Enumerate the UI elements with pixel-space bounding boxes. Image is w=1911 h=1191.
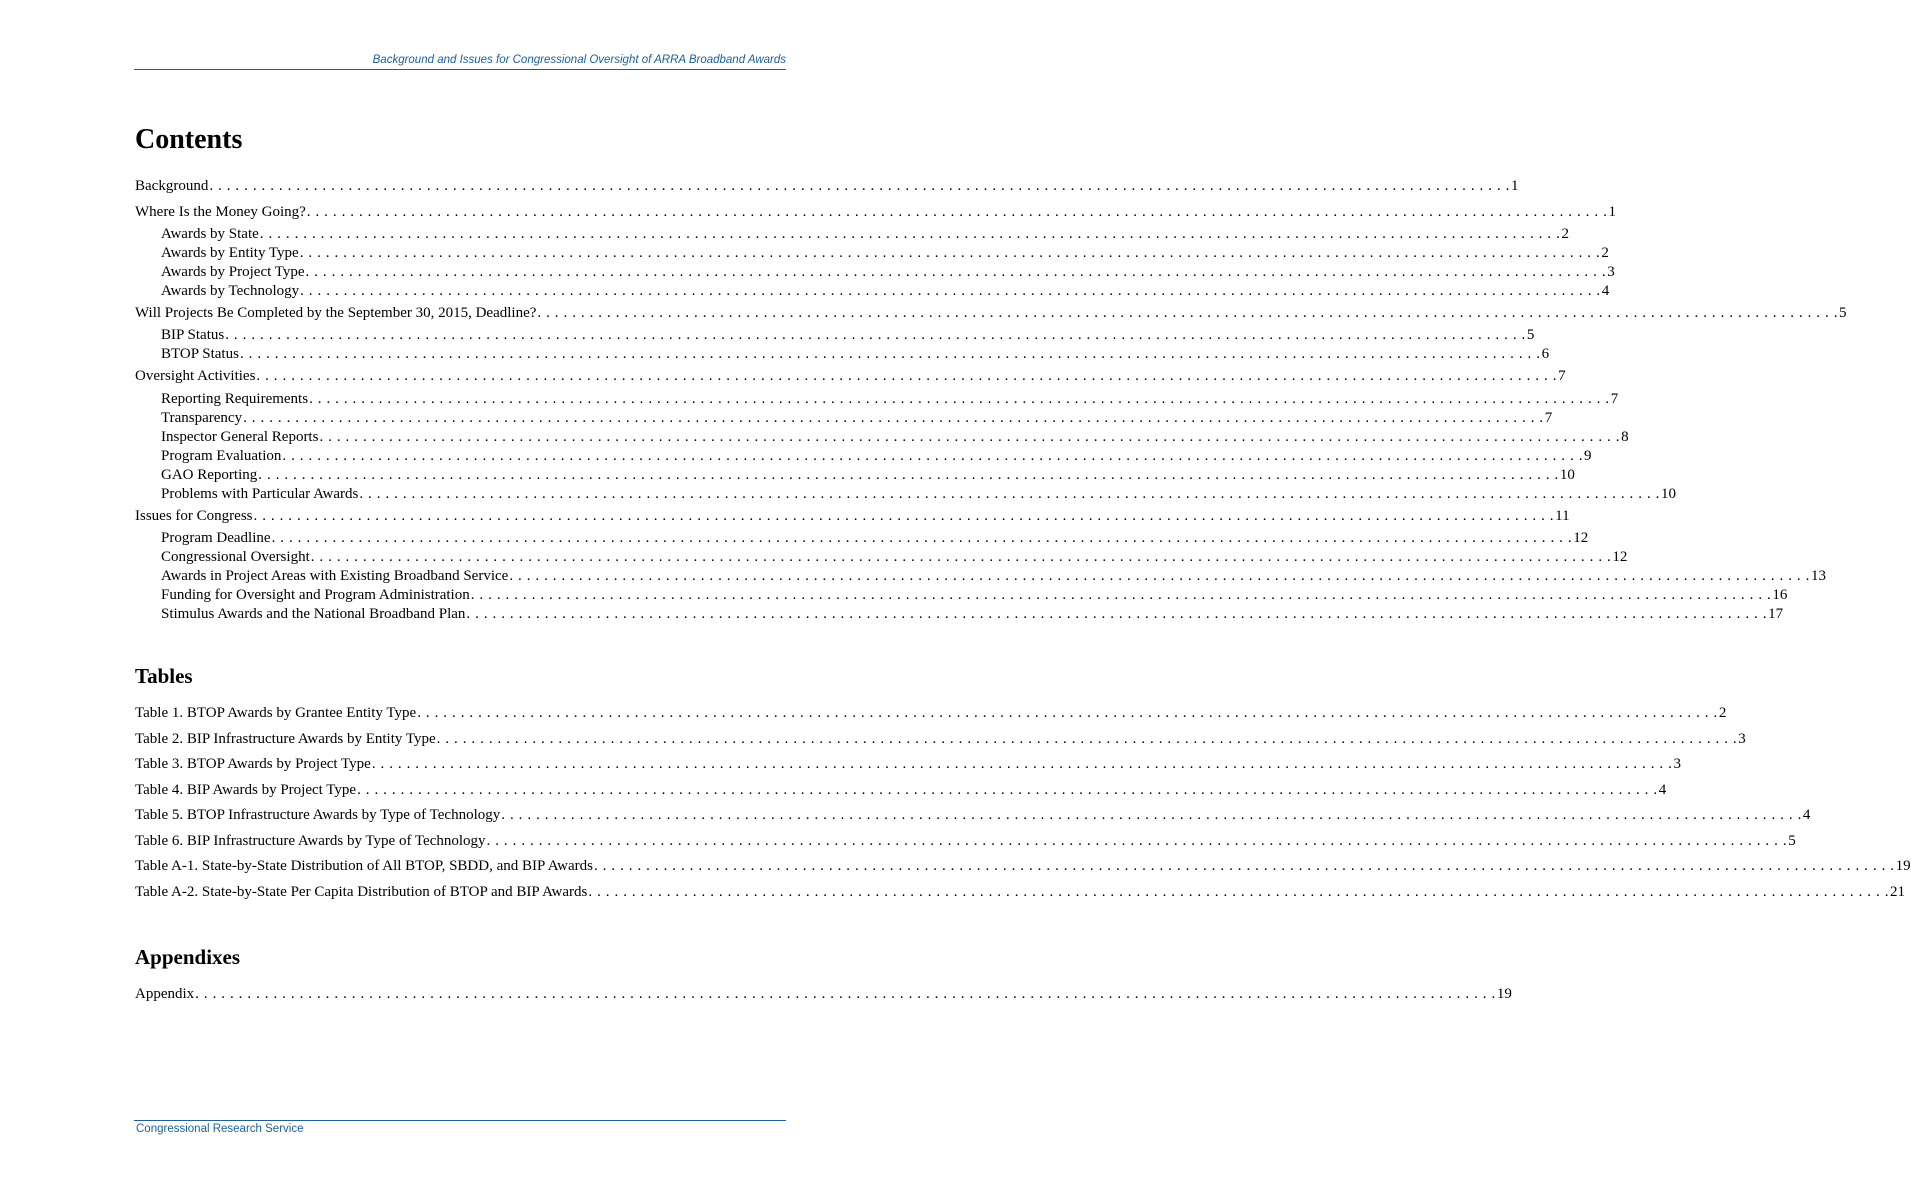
dot-leader: . . . . . . . . . . . . . . . . . . . . . . . . . . . . . . . . . . . . . . . . . . . . . . . . . . . . . . . . . . . . . . . . . . . . . . . . . . . . . . . . . . . . . . . . . . . . . . . . . . . . . . . . . . . . . . . . . . . . . . . . . . . . . . . . . . . . . . . . . . . . . . . . . . . . . .: [588, 883, 1890, 900]
toc-entry-title[interactable]: Awards in Project Areas with Existing Broadband Service: [161, 568, 509, 584]
dot-leader: . . . . . . . . . . . . . . . . . . . . . . . . . . . . . . . . . . . . . . . . . . . . . . . . . . . . . . . . . . . . . . . . . . . . . . . . . . . . . . . . . . . . . . . . . . . . . . . . . . . . . . . . . . . . . . . . . . . . . . . . . . . . . . . . . . . . . . . . . . . . . . . . . . . . . .: [195, 986, 1496, 1002]
toc-entry-title[interactable]: Issues for Congress: [135, 508, 253, 524]
toc-entry-title[interactable]: Table A-1. State-by-State Distribution of All BTOP, SBDD, and BIP Awards: [135, 858, 593, 874]
toc-entry-page-number[interactable]: 19: [1895, 858, 1911, 874]
toc-entry[interactable]: [135, 304, 1847, 322]
toc-entry[interactable]: [161, 485, 1676, 503]
toc-entry-title[interactable]: Awards by Project Type: [161, 264, 305, 280]
dot-leader: . . . . . . . . . . . . . . . . . . . . . . . . . . . . . . . . . . . . . . . . . . . . . . . . . . . . . . . . . . . . . . . . . . . . . . . . . . . . . . . . . . . . . . . . . . . . . . . . . . . . . . . . . . . . . . . . . . . . . . . . . . . . . . . . . . . . . . . . . . . . . . . . . . . . . .: [305, 264, 1607, 280]
toc-entry-page-number[interactable]: 3: [1673, 756, 1681, 772]
toc-entry-page-number[interactable]: 8: [1621, 429, 1629, 445]
toc-entry[interactable]: [161, 548, 1628, 566]
toc-entry-page-number[interactable]: 10: [1559, 467, 1575, 483]
toc-entry-title[interactable]: Inspector General Reports: [161, 429, 319, 445]
toc-entry-page-number[interactable]: 10: [1661, 486, 1676, 502]
toc-entry-page-number[interactable]: 7: [1610, 391, 1619, 407]
toc-entry[interactable]: [161, 447, 1592, 465]
toc-entry[interactable]: [161, 263, 1615, 281]
toc-entry[interactable]: [135, 177, 1519, 195]
toc-entry-title[interactable]: Funding for Oversight and Program Administration: [161, 587, 470, 603]
toc-entry-title[interactable]: Awards by Technology: [161, 283, 300, 299]
toc-entry[interactable]: [135, 755, 1681, 773]
toc-entry[interactable]: [161, 586, 1788, 604]
toc-entry-page-number[interactable]: 5: [1526, 327, 1535, 343]
toc-entry[interactable]: [161, 345, 1550, 363]
toc-entry[interactable]: [161, 244, 1609, 262]
toc-entry[interactable]: [161, 466, 1575, 484]
toc-entry-page-number[interactable]: 9: [1584, 448, 1592, 464]
toc-entry-title[interactable]: GAO Reporting: [161, 467, 258, 483]
toc-entry[interactable]: [135, 857, 1911, 875]
dot-leader: . . . . . . . . . . . . . . . . . . . . . . . . . . . . . . . . . . . . . . . . . . . . . . . . . . . . . . . . . . . . . . . . . . . . . . . . . . . . . . . . . . . . . . . . . . . . . . . . . . . . . . . . . . . . . . . . . . . . . . . . . . . . . . . . . . . . . . . . . . . . . . . . . . . . . .: [486, 832, 1788, 849]
toc-entry-page-number[interactable]: 4: [1802, 807, 1811, 823]
toc-entry-title[interactable]: BIP Status: [161, 327, 225, 343]
toc-entry-title[interactable]: Congressional Oversight: [161, 549, 310, 565]
toc-entry-page-number[interactable]: 4: [1601, 283, 1610, 299]
toc-entry[interactable]: [135, 883, 1906, 901]
dot-leader: . . . . . . . . . . . . . . . . . . . . . . . . . . . . . . . . . . . . . . . . . . . . . . . . . . . . . . . . . . . . . . . . . . . . . . . . . . . . . . . . . . . . . . . . . . . . . . . . . . . . . . . . . . . . . . . . . . . . . . . . . . . . . . . . . . . . . . . . . . . . . . . . . . . . . .: [509, 568, 1810, 584]
toc-entry[interactable]: [161, 282, 1610, 300]
toc-entry-page-number[interactable]: 3: [1738, 730, 1746, 747]
toc-entry-page-number[interactable]: 5: [1839, 305, 1847, 321]
toc-entry[interactable]: [135, 832, 1796, 850]
toc-entry-page-number[interactable]: 1: [1510, 178, 1519, 194]
footer-rule: [134, 1120, 786, 1121]
toc-entry-title[interactable]: Program Evaluation: [161, 448, 282, 464]
header-rule: [134, 69, 786, 70]
toc-entry[interactable]: [135, 985, 1512, 1003]
toc-entry-title[interactable]: Where Is the Money Going?: [135, 204, 306, 220]
dot-leader: . . . . . . . . . . . . . . . . . . . . . . . . . . . . . . . . . . . . . . . . . . . . . . . . . . . . . . . . . . . . . . . . . . . . . . . . . . . . . . . . . . . . . . . . . . . . . . . . . . . . . . . . . . . . . . . . . . . . . . . . . . . . . . . . . . . . . . . . . . . . . . . . . . . . . .: [310, 549, 1612, 565]
toc-entry-title[interactable]: Oversight Activities: [135, 368, 256, 384]
toc-entry-title[interactable]: Table 3. BTOP Awards by Project Type: [135, 756, 371, 772]
dot-leader: . . . . . . . . . . . . . . . . . . . . . . . . . . . . . . . . . . . . . . . . . . . . . . . . . . . . . . . . . . . . . . . . . . . . . . . . . . . . . . . . . . . . . . . . . . . . . . . . . . . . . . . . . . . . . . . . . . . . . . . . . . . . . . . . . . . . . . . . . . . . . . . . . . . . . .: [359, 486, 1660, 502]
toc-entry-title[interactable]: Table 2. BIP Infrastructure Awards by Entity Type: [135, 730, 436, 747]
toc-entry-page-number[interactable]: 3: [1607, 264, 1615, 280]
toc-entry-title[interactable]: Table A-2. State-by-State Per Capita Distribution of BTOP and BIP Awards: [135, 883, 588, 900]
toc-entry-page-number[interactable]: 2: [1601, 245, 1609, 261]
contents-heading: Contents: [135, 124, 243, 155]
dot-leader: . . . . . . . . . . . . . . . . . . . . . . . . . . . . . . . . . . . . . . . . . . . . . . . . . . . . . . . . . . . . . . . . . . . . . . . . . . . . . . . . . . . . . . . . . . . . . . . . . . . . . . . . . . . . . . . . . . . . . . . . . . . . . . . . . . . . . . . . . . . . . . . . . . . . . .: [593, 858, 1895, 874]
dot-leader: . . . . . . . . . . . . . . . . . . . . . . . . . . . . . . . . . . . . . . . . . . . . . . . . . . . . . . . . . . . . . . . . . . . . . . . . . . . . . . . . . . . . . . . . . . . . . . . . . . . . . . . . . . . . . . . . . . . . . . . . . . . . . . . . . . . . . . . . . . . . . . . . . . . . . .: [259, 226, 1561, 242]
footer-text: Congressional Research Service: [136, 1123, 304, 1135]
dot-leader: . . . . . . . . . . . . . . . . . . . . . . . . . . . . . . . . . . . . . . . . . . . . . . . . . . . . . . . . . . . . . . . . . . . . . . . . . . . . . . . . . . . . . . . . . . . . . . . . . . . . . . . . . . . . . . . . . . . . . . . . . . . . . . . . . . . . . . . . . . . . . . . . . . . . . .: [417, 705, 1718, 721]
toc-entry[interactable]: [161, 428, 1629, 446]
toc-entry-page-number[interactable]: 5: [1788, 832, 1796, 849]
toc-entry-title[interactable]: Transparency: [161, 410, 243, 426]
toc-entry[interactable]: [161, 225, 1569, 243]
toc-entry-title[interactable]: Table 4. BIP Awards by Project Type: [135, 781, 357, 798]
toc-entry-page-number[interactable]: 2: [1561, 226, 1569, 242]
toc-entry-page-number[interactable]: 12: [1573, 530, 1589, 546]
running-header: Background and Issues for Congressional Oversight of ARRA Broadband Awards: [372, 54, 786, 66]
toc-entry-title[interactable]: Stimulus Awards and the National Broadband Plan: [161, 606, 466, 622]
toc-entry-page-number[interactable]: 12: [1612, 549, 1628, 565]
dot-leader: . . . . . . . . . . . . . . . . . . . . . . . . . . . . . . . . . . . . . . . . . . . . . . . . . . . . . . . . . . . . . . . . . . . . . . . . . . . . . . . . . . . . . . . . . . . . . . . . . . . . . . . . . . . . . . . . . . . . . . . . . . . . . . . . . . . . . . . . . . . . . . . . . . . . . .: [225, 327, 1526, 343]
toc-entry-title[interactable]: Program Deadline: [161, 530, 271, 546]
appendixes-heading: Appendixes: [135, 945, 241, 969]
toc-entry-page-number[interactable]: 13: [1810, 568, 1826, 584]
dot-leader: . . . . . . . . . . . . . . . . . . . . . . . . . . . . . . . . . . . . . . . . . . . . . . . . . . . . . . . . . . . . . . . . . . . . . . . . . . . . . . . . . . . . . . . . . . . . . . . . . . . . . . . . . . . . . . . . . . . . . . . . . . . . . . . . . . . . . . . . . . . . . . . . . . . . . .: [243, 410, 1544, 426]
dot-leader: . . . . . . . . . . . . . . . . . . . . . . . . . . . . . . . . . . . . . . . . . . . . . . . . . . . . . . . . . . . . . . . . . . . . . . . . . . . . . . . . . . . . . . . . . . . . . . . . . . . . . . . . . . . . . . . . . . . . . . . . . . . . . . . . . . . . . . . . . . . . . . . . . . . . . .: [537, 305, 1839, 321]
dot-leader: . . . . . . . . . . . . . . . . . . . . . . . . . . . . . . . . . . . . . . . . . . . . . . . . . . . . . . . . . . . . . . . . . . . . . . . . . . . . . . . . . . . . . . . . . . . . . . . . . . . . . . . . . . . . . . . . . . . . . . . . . . . . . . . . . . . . . . . . . . . . . . . . . . . . . .: [466, 606, 1768, 622]
dot-leader: . . . . . . . . . . . . . . . . . . . . . . . . . . . . . . . . . . . . . . . . . . . . . . . . . . . . . . . . . . . . . . . . . . . . . . . . . . . . . . . . . . . . . . . . . . . . . . . . . . . . . . . . . . . . . . . . . . . . . . . . . . . . . . . . . . . . . . . . . . . . . . . . . . . . . .: [306, 204, 1608, 220]
toc-entry[interactable]: [135, 704, 1727, 722]
tables-heading: Tables: [135, 664, 193, 688]
toc-entry-page-number[interactable]: 1: [1608, 204, 1616, 220]
dot-leader: . . . . . . . . . . . . . . . . . . . . . . . . . . . . . . . . . . . . . . . . . . . . . . . . . . . . . . . . . . . . . . . . . . . . . . . . . . . . . . . . . . . . . . . . . . . . . . . . . . . . . . . . . . . . . . . . . . . . . . . . . . . . . . . . . . . . . . . . . . . . . . . . . . . . . .: [282, 448, 1584, 464]
toc-entry[interactable]: [135, 806, 1811, 824]
dot-leader: . . . . . . . . . . . . . . . . . . . . . . . . . . . . . . . . . . . . . . . . . . . . . . . . . . . . . . . . . . . . . . . . . . . . . . . . . . . . . . . . . . . . . . . . . . . . . . . . . . . . . . . . . . . . . . . . . . . . . . . . . . . . . . . . . . . . . . . . . . . . . . . . . . . . . .: [256, 368, 1558, 384]
dot-leader: . . . . . . . . . . . . . . . . . . . . . . . . . . . . . . . . . . . . . . . . . . . . . . . . . . . . . . . . . . . . . . . . . . . . . . . . . . . . . . . . . . . . . . . . . . . . . . . . . . . . . . . . . . . . . . . . . . . . . . . . . . . . . . . . . . . . . . . . . . . . . . . . . . . . . .: [253, 508, 1555, 524]
toc-entry[interactable]: [135, 203, 1616, 221]
dot-leader: . . . . . . . . . . . . . . . . . . . . . . . . . . . . . . . . . . . . . . . . . . . . . . . . . . . . . . . . . . . . . . . . . . . . . . . . . . . . . . . . . . . . . . . . . . . . . . . . . . . . . . . . . . . . . . . . . . . . . . . . . . . . . . . . . . . . . . . . . . . . . . . . . . . . . .: [470, 587, 1772, 603]
toc-entry[interactable]: [135, 781, 1667, 799]
toc-entry[interactable]: [161, 390, 1619, 408]
toc-entry[interactable]: [161, 529, 1589, 547]
toc-entry-title[interactable]: Background: [135, 178, 209, 194]
dot-leader: . . . . . . . . . . . . . . . . . . . . . . . . . . . . . . . . . . . . . . . . . . . . . . . . . . . . . . . . . . . . . . . . . . . . . . . . . . . . . . . . . . . . . . . . . . . . . . . . . . . . . . . . . . . . . . . . . . . . . . . . . . . . . . . . . . . . . . . . . . . . . . . . . . . . . .: [271, 530, 1573, 546]
dot-leader: . . . . . . . . . . . . . . . . . . . . . . . . . . . . . . . . . . . . . . . . . . . . . . . . . . . . . . . . . . . . . . . . . . . . . . . . . . . . . . . . . . . . . . . . . . . . . . . . . . . . . . . . . . . . . . . . . . . . . . . . . . . . . . . . . . . . . . . . . . . . . . . . . . . . . .: [258, 467, 1559, 483]
toc-entry-page-number[interactable]: 7: [1558, 368, 1566, 384]
dot-leader: . . . . . . . . . . . . . . . . . . . . . . . . . . . . . . . . . . . . . . . . . . . . . . . . . . . . . . . . . . . . . . . . . . . . . . . . . . . . . . . . . . . . . . . . . . . . . . . . . . . . . . . . . . . . . . . . . . . . . . . . . . . . . . . . . . . . . . . . . . . . . . . . . . . . . .: [209, 178, 1510, 194]
dot-leader: . . . . . . . . . . . . . . . . . . . . . . . . . . . . . . . . . . . . . . . . . . . . . . . . . . . . . . . . . . . . . . . . . . . . . . . . . . . . . . . . . . . . . . . . . . . . . . . . . . . . . . . . . . . . . . . . . . . . . . . . . . . . . . . . . . . . . . . . . . . . . . . . . . . . . .: [371, 756, 1673, 772]
toc-entry-title[interactable]: Reporting Requirements: [161, 391, 309, 407]
toc-entry[interactable]: [161, 567, 1826, 585]
toc-entry-title[interactable]: BTOP Status: [161, 346, 239, 362]
toc-entry-page-number[interactable]: 6: [1541, 346, 1550, 362]
dot-leader: . . . . . . . . . . . . . . . . . . . . . . . . . . . . . . . . . . . . . . . . . . . . . . . . . . . . . . . . . . . . . . . . . . . . . . . . . . . . . . . . . . . . . . . . . . . . . . . . . . . . . . . . . . . . . . . . . . . . . . . . . . . . . . . . . . . . . . . . . . . . . . . . . . . . . .: [357, 781, 1658, 798]
dot-leader: . . . . . . . . . . . . . . . . . . . . . . . . . . . . . . . . . . . . . . . . . . . . . . . . . . . . . . . . . . . . . . . . . . . . . . . . . . . . . . . . . . . . . . . . . . . . . . . . . . . . . . . . . . . . . . . . . . . . . . . . . . . . . . . . . . . . . . . . . . . . . . . . . . . . . .: [319, 429, 1621, 445]
toc-entry-page-number[interactable]: 2: [1718, 705, 1727, 721]
toc-entry-title[interactable]: Awards by Entity Type: [161, 245, 299, 261]
toc-entry[interactable]: [135, 507, 1570, 525]
dot-leader: . . . . . . . . . . . . . . . . . . . . . . . . . . . . . . . . . . . . . . . . . . . . . . . . . . . . . . . . . . . . . . . . . . . . . . . . . . . . . . . . . . . . . . . . . . . . . . . . . . . . . . . . . . . . . . . . . . . . . . . . . . . . . . . . . . . . . . . . . . . . . . . . . . . . . .: [299, 245, 1601, 261]
dot-leader: . . . . . . . . . . . . . . . . . . . . . . . . . . . . . . . . . . . . . . . . . . . . . . . . . . . . . . . . . . . . . . . . . . . . . . . . . . . . . . . . . . . . . . . . . . . . . . . . . . . . . . . . . . . . . . . . . . . . . . . . . . . . . . . . . . . . . . . . . . . . . . . . . . . . . .: [309, 391, 1610, 407]
toc-entry[interactable]: [135, 367, 1566, 385]
toc-entry-page-number[interactable]: 7: [1544, 410, 1553, 426]
toc-entry-page-number[interactable]: 17: [1768, 606, 1784, 622]
toc-entry-page-number[interactable]: 21: [1890, 883, 1906, 900]
toc-entry[interactable]: [161, 326, 1535, 344]
toc-entry-page-number[interactable]: 16: [1772, 587, 1788, 603]
toc-entry-title[interactable]: Table 5. BTOP Infrastructure Awards by Type of Technology: [135, 807, 501, 823]
toc-entry-title[interactable]: Awards by State: [161, 226, 259, 242]
toc-entry-title[interactable]: Table 1. BTOP Awards by Grantee Entity Type: [135, 705, 417, 721]
toc-entry-title[interactable]: Table 6. BIP Infrastructure Awards by Type of Technology: [135, 832, 486, 849]
toc-entry-title[interactable]: Problems with Particular Awards: [161, 486, 359, 502]
dot-leader: . . . . . . . . . . . . . . . . . . . . . . . . . . . . . . . . . . . . . . . . . . . . . . . . . . . . . . . . . . . . . . . . . . . . . . . . . . . . . . . . . . . . . . . . . . . . . . . . . . . . . . . . . . . . . . . . . . . . . . . . . . . . . . . . . . . . . . . . . . . . . . . . . . . . . .: [501, 807, 1802, 823]
toc-entry-title[interactable]: Will Projects Be Completed by the September 30, 2015, Deadline?: [135, 305, 537, 321]
dot-leader: . . . . . . . . . . . . . . . . . . . . . . . . . . . . . . . . . . . . . . . . . . . . . . . . . . . . . . . . . . . . . . . . . . . . . . . . . . . . . . . . . . . . . . . . . . . . . . . . . . . . . . . . . . . . . . . . . . . . . . . . . . . . . . . . . . . . . . . . . . . . . . . . . . . . . .: [436, 730, 1738, 747]
dot-leader: . . . . . . . . . . . . . . . . . . . . . . . . . . . . . . . . . . . . . . . . . . . . . . . . . . . . . . . . . . . . . . . . . . . . . . . . . . . . . . . . . . . . . . . . . . . . . . . . . . . . . . . . . . . . . . . . . . . . . . . . . . . . . . . . . . . . . . . . . . . . . . . . . . . . . .: [300, 283, 1601, 299]
toc-entry-page-number[interactable]: 4: [1658, 781, 1667, 798]
toc-entry-page-number[interactable]: 11: [1555, 508, 1570, 524]
dot-leader: . . . . . . . . . . . . . . . . . . . . . . . . . . . . . . . . . . . . . . . . . . . . . . . . . . . . . . . . . . . . . . . . . . . . . . . . . . . . . . . . . . . . . . . . . . . . . . . . . . . . . . . . . . . . . . . . . . . . . . . . . . . . . . . . . . . . . . . . . . . . . . . . . . . . . .: [239, 346, 1541, 362]
toc-entry-title[interactable]: Appendix: [135, 986, 195, 1002]
toc-entry[interactable]: [161, 605, 1784, 623]
toc-entry-page-number[interactable]: 19: [1496, 986, 1512, 1002]
toc-entry[interactable]: [161, 409, 1553, 427]
toc-entry[interactable]: [135, 730, 1746, 748]
